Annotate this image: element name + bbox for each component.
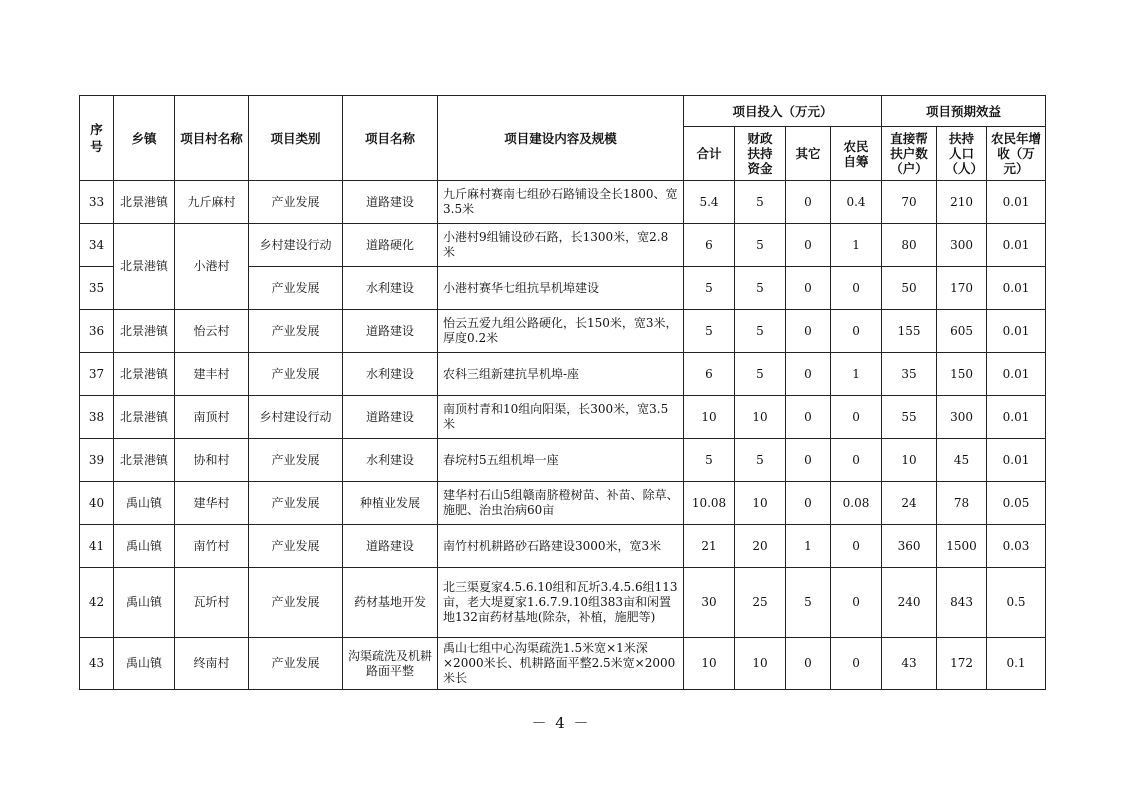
row-category: 产业发展	[249, 353, 343, 396]
row-project-name: 道路建设	[343, 525, 438, 568]
row-income: 0.05	[987, 482, 1046, 525]
row-total: 5	[684, 267, 735, 310]
row-village: 南竹村	[175, 525, 249, 568]
row-seq: 39	[80, 439, 114, 482]
row-content: 怡云五爱九组公路硬化，长150米，宽3米，厚度0.2米	[438, 310, 684, 353]
project-table	[79, 95, 1046, 690]
row-fiscal: 10	[735, 396, 786, 439]
row-category: 产业发展	[249, 638, 343, 690]
row-category: 产业发展	[249, 482, 343, 525]
row-population: 170	[937, 267, 987, 310]
row-fiscal: 25	[735, 568, 786, 638]
row-population: 210	[937, 181, 987, 224]
table-row	[80, 224, 1046, 267]
row-town: 北景港镇	[114, 181, 175, 224]
row-other: 0	[786, 267, 831, 310]
row-population: 150	[937, 353, 987, 396]
row-other: 0	[786, 396, 831, 439]
row-category: 产业发展	[249, 181, 343, 224]
row-other: 0	[786, 310, 831, 353]
row-village: 小港村	[175, 224, 249, 310]
header-village: 项目村名称	[175, 96, 249, 181]
row-project-name: 沟渠疏洗及机耕路面平整	[343, 638, 438, 690]
row-farmer: 0	[831, 439, 882, 482]
row-fiscal: 10	[735, 482, 786, 525]
row-fiscal: 5	[735, 439, 786, 482]
row-farmer: 0	[831, 638, 882, 690]
row-content: 小港村赛华七组抗旱机埠建设	[438, 267, 684, 310]
row-content: 小港村9组铺设砂石路，长1300米，宽2.8米	[438, 224, 684, 267]
row-other: 0	[786, 482, 831, 525]
header-town: 乡镇	[114, 96, 175, 181]
row-village: 建丰村	[175, 353, 249, 396]
row-population: 78	[937, 482, 987, 525]
table-row	[80, 439, 1046, 482]
header-project-name: 项目名称	[343, 96, 438, 181]
row-other: 0	[786, 181, 831, 224]
row-other: 0	[786, 439, 831, 482]
row-content: 农科三组新建抗旱机埠-座	[438, 353, 684, 396]
header-category: 项目类别	[249, 96, 343, 181]
table-row	[80, 525, 1046, 568]
row-total: 10.08	[684, 482, 735, 525]
row-households: 43	[882, 638, 937, 690]
row-village: 终南村	[175, 638, 249, 690]
row-category: 产业发展	[249, 310, 343, 353]
row-seq: 41	[80, 525, 114, 568]
row-income: 0.01	[987, 267, 1046, 310]
row-category: 产业发展	[249, 525, 343, 568]
table-row	[80, 638, 1046, 690]
row-households: 24	[882, 482, 937, 525]
row-other: 0	[786, 224, 831, 267]
row-content: 南顶村青和10组向阳渠，长300米，宽3.5米	[438, 396, 684, 439]
row-seq: 40	[80, 482, 114, 525]
row-households: 10	[882, 439, 937, 482]
row-households: 55	[882, 396, 937, 439]
row-other: 5	[786, 568, 831, 638]
row-town: 禹山镇	[114, 568, 175, 638]
row-category: 产业发展	[249, 267, 343, 310]
row-project-name: 道路建设	[343, 310, 438, 353]
row-seq: 37	[80, 353, 114, 396]
row-income: 0.01	[987, 396, 1046, 439]
row-farmer: 1	[831, 224, 882, 267]
row-farmer: 0.08	[831, 482, 882, 525]
row-village: 南顶村	[175, 396, 249, 439]
header-investment: 项目投入（万元）	[684, 96, 882, 127]
header-population: 扶持人口（人）	[937, 127, 987, 181]
header-benefit: 项目预期效益	[882, 96, 1046, 127]
row-town: 北景港镇	[114, 396, 175, 439]
table-row	[80, 181, 1046, 224]
row-town: 禹山镇	[114, 638, 175, 690]
row-fiscal: 5	[735, 224, 786, 267]
row-farmer: 0	[831, 396, 882, 439]
row-total: 6	[684, 353, 735, 396]
row-fiscal: 5	[735, 181, 786, 224]
header-households: 直接帮扶户数（户）	[882, 127, 937, 181]
row-households: 35	[882, 353, 937, 396]
row-content: 春垸村5五组机埠一座	[438, 439, 684, 482]
row-seq: 36	[80, 310, 114, 353]
header-farmer-self: 农民自筹	[831, 127, 882, 181]
row-farmer: 0	[831, 525, 882, 568]
row-town: 禹山镇	[114, 525, 175, 568]
row-project-name: 水利建设	[343, 353, 438, 396]
row-population: 300	[937, 396, 987, 439]
row-fiscal: 20	[735, 525, 786, 568]
row-income: 0.01	[987, 439, 1046, 482]
row-fiscal: 5	[735, 310, 786, 353]
row-households: 155	[882, 310, 937, 353]
row-farmer: 0	[831, 267, 882, 310]
row-total: 6	[684, 224, 735, 267]
row-seq: 34	[80, 224, 114, 267]
row-content: 北三渠夏家4.5.6.10组和瓦圻3.4.5.6组113亩，老大堤夏家1.6.7.9.10组383亩和闲置地132亩药材基地(除杂，补植，施肥等)	[438, 568, 684, 638]
row-town: 北景港镇	[114, 439, 175, 482]
row-category: 产业发展	[249, 568, 343, 638]
row-category: 乡村建设行动	[249, 224, 343, 267]
row-project-name: 道路建设	[343, 396, 438, 439]
row-seq: 42	[80, 568, 114, 638]
row-other: 0	[786, 638, 831, 690]
row-population: 605	[937, 310, 987, 353]
row-seq: 33	[80, 181, 114, 224]
row-total: 21	[684, 525, 735, 568]
row-project-name: 水利建设	[343, 267, 438, 310]
row-project-name: 药材基地开发	[343, 568, 438, 638]
row-fiscal: 5	[735, 353, 786, 396]
row-total: 5	[684, 439, 735, 482]
row-income: 0.5	[987, 568, 1046, 638]
row-village: 怡云村	[175, 310, 249, 353]
table-row	[80, 396, 1046, 439]
header-other: 其它	[786, 127, 831, 181]
row-total: 5	[684, 310, 735, 353]
row-income: 0.01	[987, 224, 1046, 267]
row-total: 30	[684, 568, 735, 638]
row-village: 瓦圻村	[175, 568, 249, 638]
table-row	[80, 482, 1046, 525]
row-population: 172	[937, 638, 987, 690]
row-farmer: 0	[831, 310, 882, 353]
row-seq: 35	[80, 267, 114, 310]
row-income: 0.01	[987, 181, 1046, 224]
row-category: 乡村建设行动	[249, 396, 343, 439]
row-village: 协和村	[175, 439, 249, 482]
row-town: 北景港镇	[114, 224, 175, 310]
row-other: 1	[786, 525, 831, 568]
header-income: 农民年增收（万元）	[987, 127, 1046, 181]
header-total: 合计	[684, 127, 735, 181]
table-row	[80, 310, 1046, 353]
row-project-name: 种植业发展	[343, 482, 438, 525]
row-total: 5.4	[684, 181, 735, 224]
row-seq: 43	[80, 638, 114, 690]
row-households: 360	[882, 525, 937, 568]
row-farmer: 0	[831, 568, 882, 638]
row-population: 843	[937, 568, 987, 638]
row-project-name: 水利建设	[343, 439, 438, 482]
row-seq: 38	[80, 396, 114, 439]
table-row	[80, 353, 1046, 396]
row-content: 建华村石山5组赣南脐橙树苗、补苗、除草、施肥、治虫治病60亩	[438, 482, 684, 525]
row-content: 禹山七组中心沟渠疏洗1.5米宽×1米深×2000米长、机耕路面平整2.5米宽×2000米长	[438, 638, 684, 690]
row-category: 产业发展	[249, 439, 343, 482]
row-town: 禹山镇	[114, 482, 175, 525]
row-income: 0.01	[987, 353, 1046, 396]
row-income: 0.03	[987, 525, 1046, 568]
row-households: 70	[882, 181, 937, 224]
row-income: 0.1	[987, 638, 1046, 690]
row-farmer: 1	[831, 353, 882, 396]
row-households: 50	[882, 267, 937, 310]
row-town: 北景港镇	[114, 310, 175, 353]
row-project-name: 道路硬化	[343, 224, 438, 267]
row-village: 建华村	[175, 482, 249, 525]
row-total: 10	[684, 638, 735, 690]
row-village: 九斤麻村	[175, 181, 249, 224]
row-population: 45	[937, 439, 987, 482]
row-households: 80	[882, 224, 937, 267]
row-income: 0.01	[987, 310, 1046, 353]
row-content: 九斤麻村赛南七组砂石路铺设全长1800、宽3.5米	[438, 181, 684, 224]
row-total: 10	[684, 396, 735, 439]
row-households: 240	[882, 568, 937, 638]
row-fiscal: 10	[735, 638, 786, 690]
row-farmer: 0.4	[831, 181, 882, 224]
row-population: 1500	[937, 525, 987, 568]
row-content: 南竹村机耕路砂石路建设3000米，宽3米	[438, 525, 684, 568]
page-number: － 4 －	[531, 714, 591, 732]
row-fiscal: 5	[735, 267, 786, 310]
table-row	[80, 568, 1046, 638]
row-other: 0	[786, 353, 831, 396]
row-town: 北景港镇	[114, 353, 175, 396]
header-seq: 序号	[80, 96, 114, 181]
row-population: 300	[937, 224, 987, 267]
header-content: 项目建设内容及规模	[438, 96, 684, 181]
row-project-name: 道路建设	[343, 181, 438, 224]
header-fiscal: 财政扶持资金	[735, 127, 786, 181]
